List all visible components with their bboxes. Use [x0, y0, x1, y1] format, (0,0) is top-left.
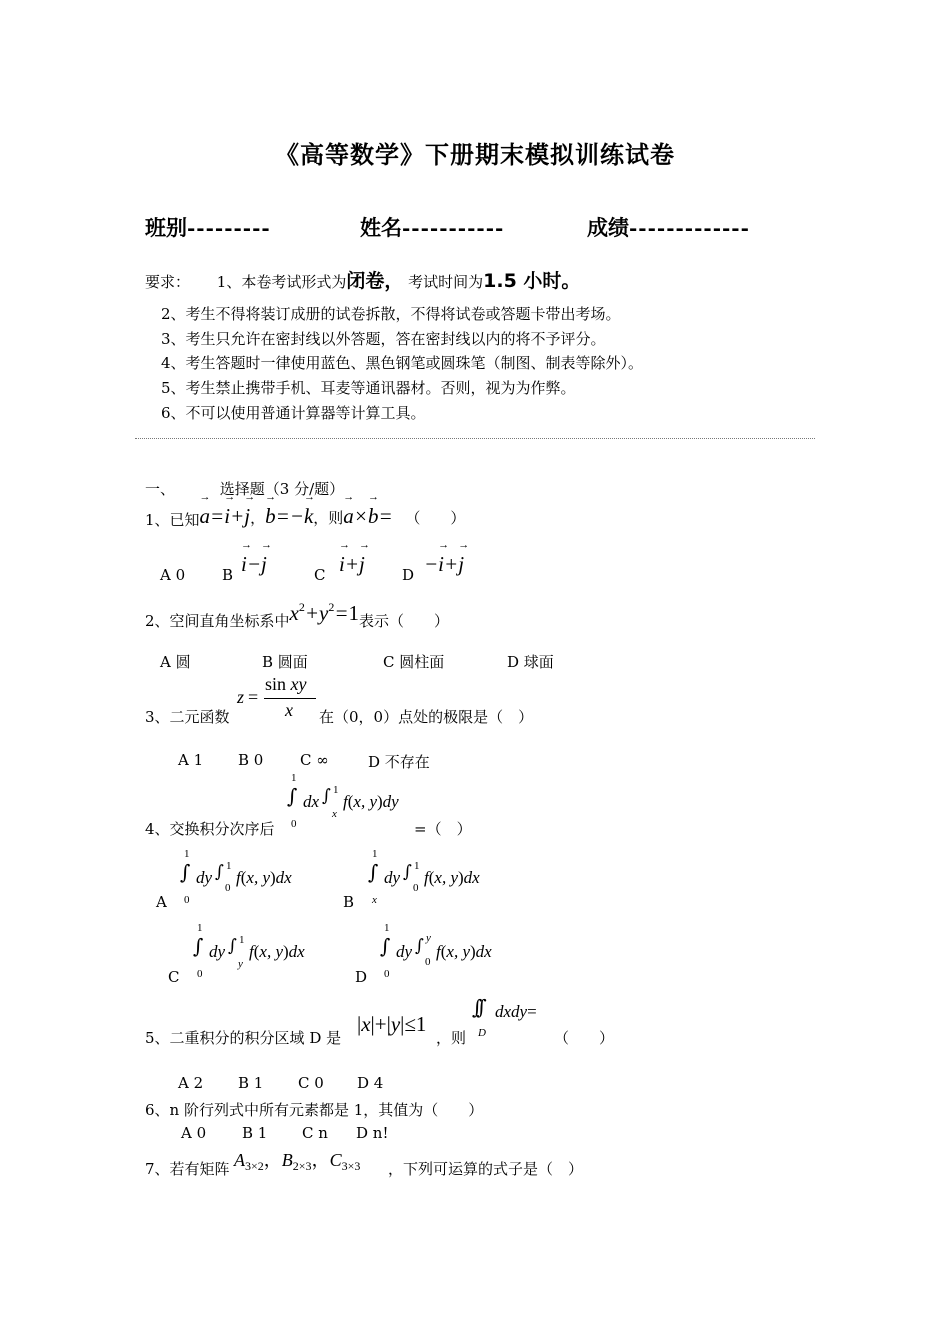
q1-option-d-formula: −→ i+→ j	[424, 552, 464, 577]
q5-option-a: A 2	[178, 1074, 204, 1092]
q5-option-c: C 0	[298, 1074, 324, 1092]
question-6: 6、n 阶行列式中所有元素都是 1，其值为（ ）	[145, 1101, 484, 1119]
class-blank: ---------	[187, 216, 271, 240]
q4-option-b-formula: 1 ∫ x dy ∫ 1 0 f(x, y)dx	[368, 848, 480, 906]
q3-option-a: A 1	[178, 751, 204, 769]
q3-option-b: B 0	[238, 751, 264, 769]
q1-sep1: ，	[250, 509, 266, 527]
q1-sep2: ，则	[313, 509, 344, 527]
q2-option-b: B 圆面	[262, 653, 308, 671]
q6-option-b: B 1	[242, 1124, 268, 1142]
q7-prefix: 7、若有矩阵	[145, 1160, 230, 1178]
req1-duration: 1.5 小时。	[483, 270, 581, 292]
q1-prefix: 1、已知	[145, 511, 200, 529]
q6-option-d: D n!	[356, 1124, 389, 1142]
name-label: 姓名	[360, 215, 402, 240]
q4-option-c-formula: 1 ∫ 0 dy ∫ 1 y f(x, y)dx	[193, 922, 305, 980]
q2-prefix: 2、空间直角坐标系中	[145, 612, 290, 630]
q6-option-a: A 0	[181, 1124, 207, 1142]
q2-option-d: D 球面	[507, 653, 554, 671]
requirement-2: 2、考生不得将装订成册的试卷拆散，不得将试卷或答题卡带出考场。	[161, 305, 621, 323]
requirement-1	[145, 266, 580, 293]
requirement-6: 6、不可以使用普通计算器等计算工具。	[161, 404, 426, 422]
q2-suffix: 表示（ ）	[359, 612, 450, 630]
q6-option-c: C n	[302, 1124, 328, 1142]
q5-option-d: D 4	[357, 1074, 384, 1092]
q5-answer-paren: （ ）	[554, 1029, 615, 1047]
q2-option-a: A 圆	[160, 653, 191, 671]
seal-divider	[135, 438, 815, 439]
q4-option-d-label: D	[355, 968, 368, 986]
q1-answer-paren: （ ）	[405, 509, 466, 527]
question-2	[145, 600, 449, 631]
q3-option-d: D 不存在	[368, 753, 430, 771]
q5-option-b: B 1	[238, 1074, 264, 1092]
q3-suffix: 在（0，0）点处的极限是（ ）	[319, 708, 534, 726]
name-field	[360, 212, 504, 242]
q4-option-b-label: B	[343, 893, 355, 911]
q5-double-integral: ∫∫ D dxdy=	[472, 995, 537, 1039]
requirement-5: 5、考生禁止携带手机、耳麦等通讯器材。否则，视为为作弊。	[161, 379, 576, 397]
q1-option-c-formula: → i+→ j	[339, 552, 365, 577]
q1-option-b-formula: → i−→ j	[241, 552, 267, 577]
score-label: 成绩	[587, 215, 629, 240]
question-1	[145, 504, 465, 530]
section-title: 选择题（3 分/题）	[219, 480, 345, 498]
q3-prefix: 3、二元函数	[145, 708, 230, 726]
name-blank: -----------	[402, 216, 505, 240]
q4-option-d-formula: 1 ∫ 0 dy ∫ y 0 f(x, y)dx	[380, 922, 492, 980]
q1-option-c-label: C	[314, 566, 326, 584]
req1-text-c: 考试时间为	[408, 273, 484, 291]
q4-option-a-formula: 1 ∫ 0 dy ∫ 1 0 f(x, y)dx	[180, 848, 292, 906]
q4-prefix: 4、交换积分次序后	[145, 820, 275, 838]
score-blank: -------------	[629, 216, 750, 240]
q1-formula-cross: → a×→ b=	[343, 504, 392, 528]
q1-option-b	[222, 566, 233, 584]
requirement-4: 4、考生答题时一律使用蓝色、黑色钢笔或圆珠笔（制图、制表等除外）。	[161, 354, 644, 372]
page-title: 《高等数学》下册期末模拟训练试卷	[275, 140, 675, 169]
q5-prefix: 5、二重积分的积分区域 D 是	[145, 1029, 342, 1047]
section-number: 一、	[145, 480, 176, 498]
q4-suffix: =（ ）	[414, 820, 472, 838]
q2-option-c: C 圆柱面	[383, 653, 445, 671]
q1-option-d-label: D	[402, 566, 415, 584]
q4-option-c-label: C	[168, 968, 180, 986]
q4-integral: 1 ∫ 0 dx ∫ 1 x f(x, y)dy	[287, 772, 399, 830]
q3-option-c: C ∞	[300, 751, 329, 769]
class-field	[145, 212, 271, 242]
q5-region-formula: |x|+|y|≤1	[357, 1012, 427, 1036]
q1-option-a: A 0	[160, 566, 186, 584]
requirement-3: 3、考生只允许在密封线以外答题，答在密封线以内的将不予评分。	[161, 330, 606, 348]
q1-option-d	[402, 566, 414, 584]
requirements-prefix: 要求：	[145, 273, 191, 291]
class-label: 班别	[145, 215, 187, 240]
q1-formula-a: → a=→ i+→ j	[200, 504, 251, 528]
q7-suffix: ，下列可运算的式子是（ ）	[388, 1160, 584, 1178]
q5-mid: ，则	[436, 1029, 467, 1047]
q1-formula-b: → b=−→ k	[265, 504, 313, 528]
score-field	[587, 212, 750, 242]
req1-text-a: 1、本卷考试形式为	[216, 273, 347, 291]
q1-option-b-label: B	[222, 566, 234, 584]
q2-formula: $x^2+y^2=1$	[289, 600, 360, 625]
q4-option-a-label: A	[156, 893, 167, 911]
q1-option-c	[314, 566, 325, 584]
req1-closed-book: 闭卷，	[346, 270, 404, 292]
q7-matrices: $A_{3\times 2}$，$B_{2\times 3}$，$C_{3\times 3}$	[234, 1150, 361, 1173]
